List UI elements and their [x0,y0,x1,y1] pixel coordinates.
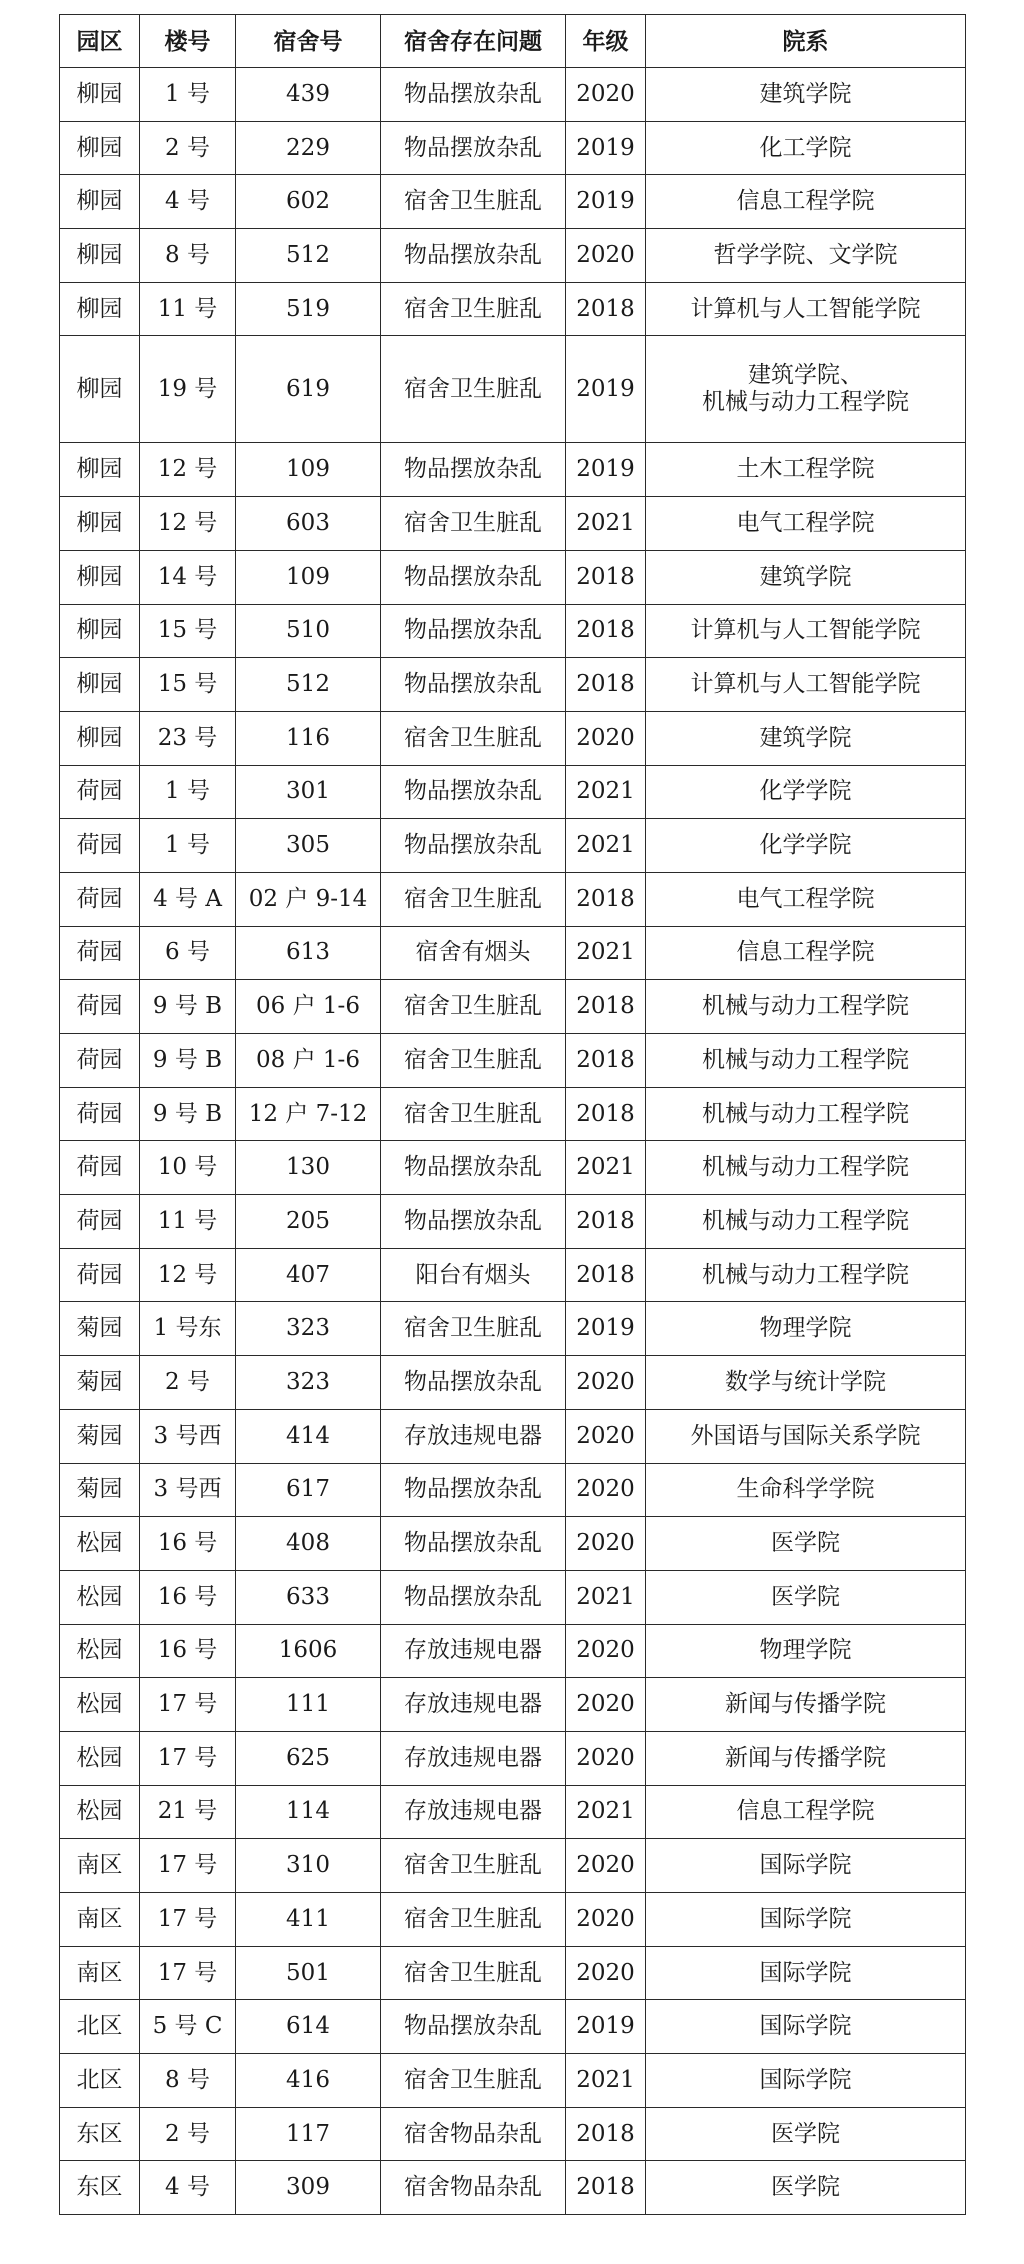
table-row [60,1302,966,1356]
cell-grade: 2020 [566,1463,646,1517]
cell-grade: 2021 [566,1141,646,1195]
cell-issue: 阳台有烟头 [381,1248,566,1302]
cell-grade: 2019 [566,443,646,497]
cell-issue: 宿舍卫生脏乱 [381,1893,566,1947]
cell-campus: 柳园 [60,711,140,765]
cell-room: 116 [236,711,381,765]
cell-campus: 荷园 [60,1195,140,1249]
cell-department: 土木工程学院 [646,443,966,497]
cell-room: 229 [236,121,381,175]
cell-campus: 菊园 [60,1302,140,1356]
cell-room: 602 [236,175,381,229]
table-row [60,1517,966,1571]
cell-grade: 2020 [566,711,646,765]
table-row [60,711,966,765]
cell-campus: 柳园 [60,336,140,443]
cell-grade: 2018 [566,1034,646,1088]
cell-campus: 荷园 [60,980,140,1034]
cell-department: 信息工程学院 [646,1785,966,1839]
table-row [60,1570,966,1624]
cell-building: 2 号 [140,1356,236,1410]
cell-campus: 松园 [60,1785,140,1839]
table-row [60,550,966,604]
table-row [60,1839,966,1893]
cell-issue: 宿舍卫生脏乱 [381,711,566,765]
cell-grade: 2020 [566,1678,646,1732]
table-row [60,765,966,819]
table-row [60,2161,966,2215]
cell-issue: 物品摆放杂乱 [381,68,566,122]
cell-department: 建筑学院 [646,68,966,122]
cell-department: 新闻与传播学院 [646,1731,966,1785]
cell-building: 11 号 [140,282,236,336]
cell-room: 501 [236,1946,381,2000]
cell-room: 512 [236,229,381,283]
department-line: 建筑学院、 [748,362,863,389]
cell-campus: 北区 [60,2054,140,2108]
cell-building: 23 号 [140,711,236,765]
cell-issue: 物品摆放杂乱 [381,229,566,283]
header-issue: 宿舍存在问题 [381,15,566,68]
cell-department: 医学院 [646,1517,966,1571]
cell-grade: 2020 [566,68,646,122]
cell-issue: 物品摆放杂乱 [381,1463,566,1517]
cell-room: 619 [236,336,381,443]
table-row [60,1678,966,1732]
cell-grade: 2020 [566,1731,646,1785]
cell-department: 哲学学院、文学院 [646,229,966,283]
cell-building: 17 号 [140,1731,236,1785]
table-row [60,872,966,926]
cell-issue: 物品摆放杂乱 [381,1356,566,1410]
cell-room: 309 [236,2161,381,2215]
cell-department: 生命科学学院 [646,1463,966,1517]
table-row [60,980,966,1034]
cell-building: 17 号 [140,1678,236,1732]
table-row [60,1409,966,1463]
cell-department: 新闻与传播学院 [646,1678,966,1732]
cell-building: 19 号 [140,336,236,443]
cell-issue: 物品摆放杂乱 [381,604,566,658]
table-row [60,1624,966,1678]
cell-issue: 存放违规电器 [381,1785,566,1839]
cell-room: 111 [236,1678,381,1732]
cell-grade: 2021 [566,765,646,819]
table-row [60,1463,966,1517]
cell-room: 117 [236,2107,381,2161]
cell-room: 114 [236,1785,381,1839]
cell-room: 130 [236,1141,381,1195]
cell-grade: 2018 [566,980,646,1034]
cell-campus: 柳园 [60,68,140,122]
cell-building: 10 号 [140,1141,236,1195]
cell-room: 08 户 1-6 [236,1034,381,1088]
cell-issue: 宿舍卫生脏乱 [381,282,566,336]
cell-issue: 宿舍卫生脏乱 [381,175,566,229]
cell-room: 625 [236,1731,381,1785]
table-row [60,2000,966,2054]
cell-grade: 2018 [566,282,646,336]
table-row [60,282,966,336]
cell-building: 1 号 [140,765,236,819]
cell-room: 12 户 7-12 [236,1087,381,1141]
cell-grade: 2020 [566,1356,646,1410]
cell-campus: 南区 [60,1839,140,1893]
cell-issue: 宿舍卫生脏乱 [381,336,566,443]
cell-campus: 柳园 [60,604,140,658]
cell-grade: 2019 [566,175,646,229]
cell-campus: 荷园 [60,1248,140,1302]
cell-campus: 菊园 [60,1356,140,1410]
cell-building: 21 号 [140,1785,236,1839]
cell-campus: 荷园 [60,926,140,980]
cell-grade: 2019 [566,2000,646,2054]
cell-building: 16 号 [140,1570,236,1624]
table-row [60,1141,966,1195]
cell-building: 9 号 B [140,1087,236,1141]
table-row [60,121,966,175]
cell-campus: 柳园 [60,175,140,229]
cell-grade: 2018 [566,1248,646,1302]
cell-building: 12 号 [140,497,236,551]
cell-issue: 存放违规电器 [381,1624,566,1678]
cell-campus: 菊园 [60,1409,140,1463]
cell-room: 06 户 1-6 [236,980,381,1034]
cell-issue: 宿舍物品杂乱 [381,2107,566,2161]
table-row [60,1195,966,1249]
cell-issue: 存放违规电器 [381,1731,566,1785]
cell-issue: 宿舍卫生脏乱 [381,1946,566,2000]
cell-department: 建筑学院 [646,711,966,765]
cell-campus: 荷园 [60,765,140,819]
cell-issue: 物品摆放杂乱 [381,2000,566,2054]
cell-building: 11 号 [140,1195,236,1249]
table-row [60,443,966,497]
cell-room: 510 [236,604,381,658]
cell-room: 519 [236,282,381,336]
cell-issue: 物品摆放杂乱 [381,550,566,604]
table-row [60,1248,966,1302]
cell-campus: 东区 [60,2107,140,2161]
cell-department: 电气工程学院 [646,497,966,551]
cell-building: 14 号 [140,550,236,604]
cell-department: 机械与动力工程学院 [646,1087,966,1141]
cell-room: 301 [236,765,381,819]
table-row [60,2054,966,2108]
cell-department: 计算机与人工智能学院 [646,282,966,336]
table-row [60,604,966,658]
cell-grade: 2021 [566,2054,646,2108]
cell-issue: 物品摆放杂乱 [381,1570,566,1624]
table-row [60,68,966,122]
cell-building: 4 号 A [140,872,236,926]
cell-campus: 菊园 [60,1463,140,1517]
cell-room: 633 [236,1570,381,1624]
cell-room: 205 [236,1195,381,1249]
cell-grade: 2019 [566,121,646,175]
table-row [60,658,966,712]
cell-building: 16 号 [140,1517,236,1571]
table-row [60,1785,966,1839]
cell-room: 411 [236,1893,381,1947]
cell-campus: 荷园 [60,1087,140,1141]
cell-room: 323 [236,1302,381,1356]
cell-building: 6 号 [140,926,236,980]
cell-department: 机械与动力工程学院 [646,980,966,1034]
cell-issue: 物品摆放杂乱 [381,658,566,712]
cell-campus: 松园 [60,1624,140,1678]
cell-grade: 2020 [566,1893,646,1947]
cell-grade: 2020 [566,1624,646,1678]
cell-building: 16 号 [140,1624,236,1678]
cell-building: 1 号 [140,68,236,122]
cell-department: 国际学院 [646,2054,966,2108]
cell-department: 物理学院 [646,1624,966,1678]
cell-department: 国际学院 [646,1839,966,1893]
department-line: 机械与动力工程学院 [702,389,909,416]
cell-grade: 2021 [566,497,646,551]
cell-issue: 宿舍卫生脏乱 [381,1087,566,1141]
cell-issue: 宿舍卫生脏乱 [381,2054,566,2108]
cell-department: 化学学院 [646,819,966,873]
cell-issue: 物品摆放杂乱 [381,1195,566,1249]
table-body [60,68,966,2215]
cell-issue: 宿舍卫生脏乱 [381,872,566,926]
cell-building: 4 号 [140,175,236,229]
cell-building: 3 号西 [140,1409,236,1463]
cell-department: 国际学院 [646,1893,966,1947]
table-row [60,497,966,551]
cell-room: 603 [236,497,381,551]
cell-issue: 物品摆放杂乱 [381,765,566,819]
cell-department: 机械与动力工程学院 [646,1195,966,1249]
cell-building: 5 号 C [140,2000,236,2054]
table-row [60,2107,966,2161]
cell-department: 国际学院 [646,1946,966,2000]
cell-room: 416 [236,2054,381,2108]
cell-department: 化学学院 [646,765,966,819]
cell-room: 323 [236,1356,381,1410]
cell-campus: 柳园 [60,443,140,497]
cell-grade: 2018 [566,872,646,926]
cell-grade: 2020 [566,1517,646,1571]
cell-grade: 2018 [566,2107,646,2161]
cell-campus: 松园 [60,1678,140,1732]
cell-campus: 北区 [60,2000,140,2054]
cell-campus: 松园 [60,1731,140,1785]
cell-department [646,336,966,443]
cell-room: 614 [236,2000,381,2054]
table-row [60,1731,966,1785]
cell-grade: 2019 [566,336,646,443]
cell-building: 12 号 [140,443,236,497]
cell-department: 国际学院 [646,2000,966,2054]
cell-grade: 2018 [566,2161,646,2215]
cell-issue: 宿舍卫生脏乱 [381,1034,566,1088]
table-row [60,175,966,229]
cell-room: 407 [236,1248,381,1302]
cell-campus: 南区 [60,1946,140,2000]
cell-room: 1606 [236,1624,381,1678]
cell-issue: 宿舍卫生脏乱 [381,1302,566,1356]
header-room: 宿舍号 [236,15,381,68]
cell-building: 8 号 [140,229,236,283]
table-row [60,1034,966,1088]
cell-room: 512 [236,658,381,712]
cell-grade: 2020 [566,1409,646,1463]
cell-campus: 柳园 [60,497,140,551]
cell-building: 8 号 [140,2054,236,2108]
cell-building: 15 号 [140,604,236,658]
cell-building: 17 号 [140,1839,236,1893]
cell-room: 305 [236,819,381,873]
cell-department: 计算机与人工智能学院 [646,658,966,712]
cell-room: 414 [236,1409,381,1463]
table-row [60,1087,966,1141]
cell-campus: 荷园 [60,872,140,926]
header-row [60,15,966,68]
cell-campus: 松园 [60,1570,140,1624]
cell-department: 计算机与人工智能学院 [646,604,966,658]
cell-campus: 柳园 [60,658,140,712]
cell-room: 439 [236,68,381,122]
cell-campus: 柳园 [60,550,140,604]
cell-building: 15 号 [140,658,236,712]
dorm-inspection-table [59,14,966,2215]
cell-building: 4 号 [140,2161,236,2215]
cell-campus: 柳园 [60,282,140,336]
cell-department: 医学院 [646,2107,966,2161]
cell-grade: 2021 [566,1570,646,1624]
cell-department: 机械与动力工程学院 [646,1141,966,1195]
table-row [60,1356,966,1410]
cell-room: 408 [236,1517,381,1571]
cell-campus: 荷园 [60,819,140,873]
header-department: 院系 [646,15,966,68]
cell-grade: 2021 [566,1785,646,1839]
cell-department: 医学院 [646,1570,966,1624]
cell-campus: 柳园 [60,121,140,175]
cell-department: 电气工程学院 [646,872,966,926]
cell-department: 外国语与国际关系学院 [646,1409,966,1463]
table-row [60,229,966,283]
table-row [60,1946,966,2000]
cell-issue: 物品摆放杂乱 [381,1141,566,1195]
cell-issue: 存放违规电器 [381,1409,566,1463]
cell-department: 机械与动力工程学院 [646,1248,966,1302]
cell-issue: 物品摆放杂乱 [381,121,566,175]
cell-campus: 柳园 [60,229,140,283]
cell-grade: 2021 [566,926,646,980]
cell-campus: 荷园 [60,1034,140,1088]
header-building: 楼号 [140,15,236,68]
cell-grade: 2018 [566,604,646,658]
cell-building: 1 号东 [140,1302,236,1356]
table-row [60,819,966,873]
cell-room: 02 户 9-14 [236,872,381,926]
cell-issue: 宿舍物品杂乱 [381,2161,566,2215]
cell-building: 2 号 [140,121,236,175]
header-grade: 年级 [566,15,646,68]
cell-room: 109 [236,443,381,497]
table-row [60,926,966,980]
cell-grade: 2020 [566,229,646,283]
cell-room: 613 [236,926,381,980]
cell-grade: 2018 [566,1195,646,1249]
cell-issue: 物品摆放杂乱 [381,443,566,497]
cell-issue: 物品摆放杂乱 [381,1517,566,1571]
cell-department: 化工学院 [646,121,966,175]
cell-building: 3 号西 [140,1463,236,1517]
cell-department: 物理学院 [646,1302,966,1356]
cell-campus: 东区 [60,2161,140,2215]
table-row [60,1893,966,1947]
cell-issue: 宿舍卫生脏乱 [381,497,566,551]
cell-issue: 宿舍有烟头 [381,926,566,980]
cell-building: 9 号 B [140,980,236,1034]
header-campus: 园区 [60,15,140,68]
cell-building: 1 号 [140,819,236,873]
cell-issue: 宿舍卫生脏乱 [381,980,566,1034]
cell-department: 信息工程学院 [646,926,966,980]
cell-grade: 2018 [566,550,646,604]
cell-grade: 2020 [566,1946,646,2000]
cell-department: 医学院 [646,2161,966,2215]
cell-department: 建筑学院 [646,550,966,604]
cell-building: 17 号 [140,1946,236,2000]
cell-campus: 南区 [60,1893,140,1947]
cell-issue: 宿舍卫生脏乱 [381,1839,566,1893]
cell-department: 机械与动力工程学院 [646,1034,966,1088]
cell-campus: 松园 [60,1517,140,1571]
cell-room: 310 [236,1839,381,1893]
cell-campus: 荷园 [60,1141,140,1195]
cell-department: 数学与统计学院 [646,1356,966,1410]
cell-building: 9 号 B [140,1034,236,1088]
cell-building: 2 号 [140,2107,236,2161]
cell-grade: 2018 [566,1087,646,1141]
cell-issue: 存放违规电器 [381,1678,566,1732]
cell-issue: 物品摆放杂乱 [381,819,566,873]
cell-grade: 2019 [566,1302,646,1356]
cell-grade: 2020 [566,1839,646,1893]
table-row [60,336,966,443]
cell-department: 信息工程学院 [646,175,966,229]
cell-building: 17 号 [140,1893,236,1947]
cell-building: 12 号 [140,1248,236,1302]
cell-grade: 2018 [566,658,646,712]
cell-room: 617 [236,1463,381,1517]
cell-grade: 2021 [566,819,646,873]
cell-room: 109 [236,550,381,604]
